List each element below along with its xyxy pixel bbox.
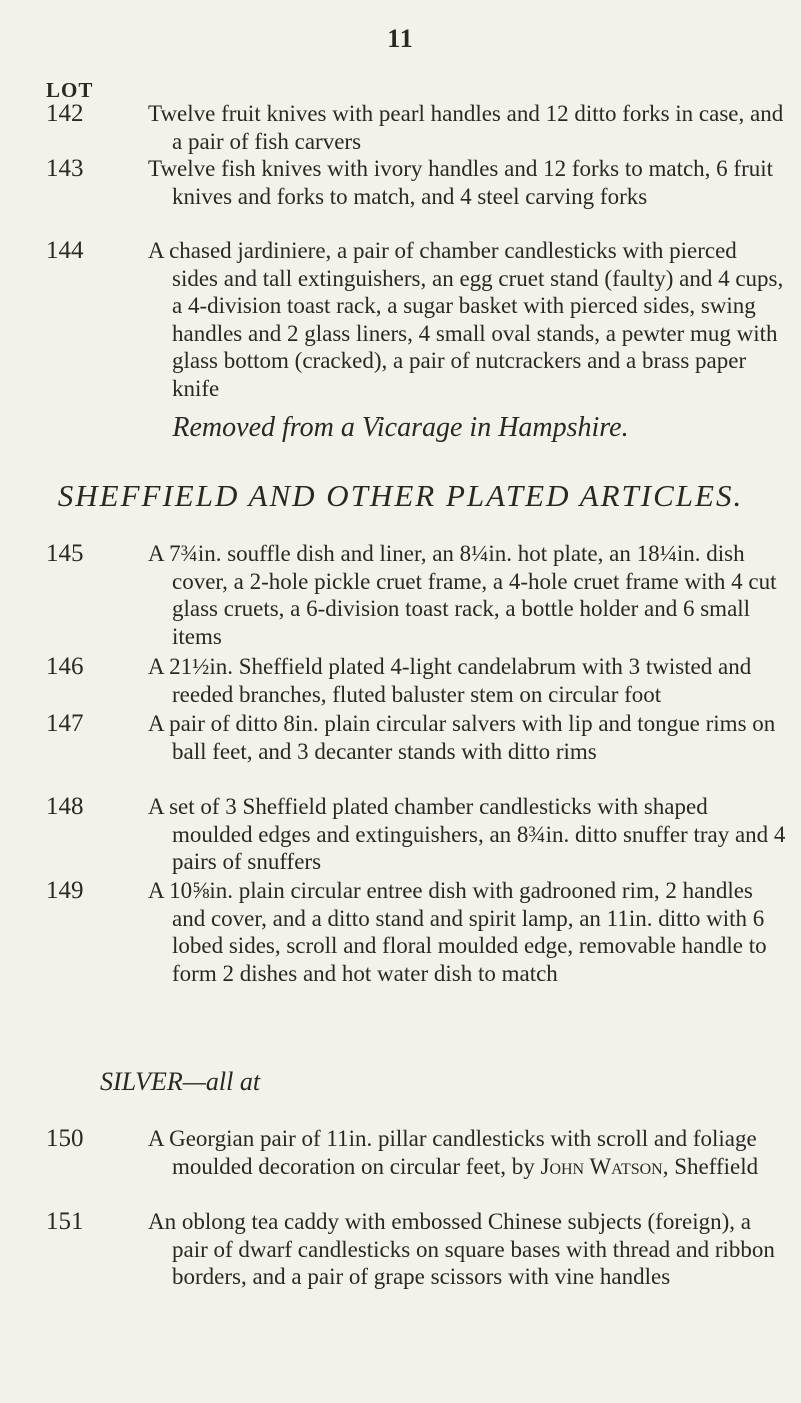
lot-number: 149 bbox=[46, 877, 84, 904]
lot-number: 143 bbox=[46, 155, 84, 182]
lot-entry bbox=[46, 100, 786, 155]
lot-description: A 21½in. Sheffield plated 4-light candelabrum with 3 twisted and reeded branches, fluted baluster stem on circular foot bbox=[148, 654, 752, 707]
lot-entry bbox=[46, 540, 786, 650]
lot-number: 147 bbox=[46, 710, 84, 737]
lot-description-text: A Georgian pair of 11in. pillar candlesticks with scroll and foliage moulded decoration on circular feet, by bbox=[148, 1126, 757, 1179]
lot-description: A set of 3 Sheffield plated chamber candlesticks with shaped moulded edges and extinguishers, an 8¾in. ditto snuffer tray and 4 pairs of snuffers bbox=[148, 794, 786, 874]
lot-number: 142 bbox=[46, 100, 84, 127]
lot-number: 151 bbox=[46, 1208, 84, 1235]
lot-description: Twelve fish knives with ivory handles and 12 forks to match, 6 fruit knives and forks to match, and 4 steel carving forks bbox=[148, 156, 774, 209]
lot-number: 145 bbox=[46, 540, 84, 567]
page-number: 11 bbox=[387, 24, 414, 53]
lot-description: A 7¾in. souffle dish and liner, an 8¼in. hot plate, an 18¼in. dish cover, a 2-hole pickle cruet frame, a 4-hole cruet frame with 4 cut glass cruets, a 6-division toast rack, a bottle holder and 6 small items bbox=[148, 541, 777, 649]
lot-number: 150 bbox=[46, 1125, 84, 1152]
lot-description: An oblong tea caddy with embossed Chinese subjects (foreign), a pair of dwarf candlesticks on square bases with thread and ribbon borders, and a pair of grape scissors with vine handles bbox=[148, 1209, 775, 1289]
lot-column-header: LOT bbox=[46, 78, 94, 102]
lot-description bbox=[148, 1125, 786, 1180]
lot-entry bbox=[46, 1125, 786, 1180]
provenance-note: Removed from a Vicarage in Hampshire. bbox=[172, 412, 629, 443]
lot-description: A pair of ditto 8in. plain circular salvers with lip and tongue rims on ball feet, and 3 decanter stands with ditto rims bbox=[148, 711, 776, 764]
lot-description-text: , Sheffield bbox=[662, 1153, 759, 1179]
lot-number: 148 bbox=[46, 793, 84, 820]
lot-entry bbox=[46, 877, 786, 987]
lot-description: A chased jardiniere, a pair of chamber candlesticks with pierced sides and tall extinguishers, an egg cruet stand (faulty) and 4 cups, a 4-division toast rack, a sugar basket with pierced sides, swing handles and 2 glass liners, 4 small oval stands, a pewter mug with glass bottom (cracked), a pair of nutcrackers and a brass paper knife bbox=[148, 238, 784, 401]
section-title: SHEFFIELD AND OTHER PLATED ARTICLES. bbox=[57, 478, 744, 513]
lot-entry bbox=[46, 155, 786, 210]
maker-name: John Watson bbox=[540, 1153, 663, 1179]
lot-description: A 10⅝in. plain circular entree dish with gadrooned rim, 2 handles and cover, and a ditto stand and spirit lamp, an 11in. ditto with 6 lobed sides, scroll and floral moulded edge, removable handle to form 2 dishes and hot water dish to match bbox=[148, 878, 767, 986]
lot-entry bbox=[46, 710, 786, 765]
lot-entry bbox=[46, 653, 786, 708]
lot-number: 144 bbox=[46, 237, 84, 264]
silver-heading: SILVER—all at bbox=[100, 1067, 261, 1096]
lot-entry bbox=[46, 1208, 786, 1291]
lot-description: Twelve fruit knives with pearl handles and 12 ditto forks in case, and a pair of fish carvers bbox=[148, 101, 784, 154]
lot-number: 146 bbox=[46, 653, 84, 680]
lot-entry bbox=[46, 237, 786, 402]
lot-entry bbox=[46, 793, 786, 876]
